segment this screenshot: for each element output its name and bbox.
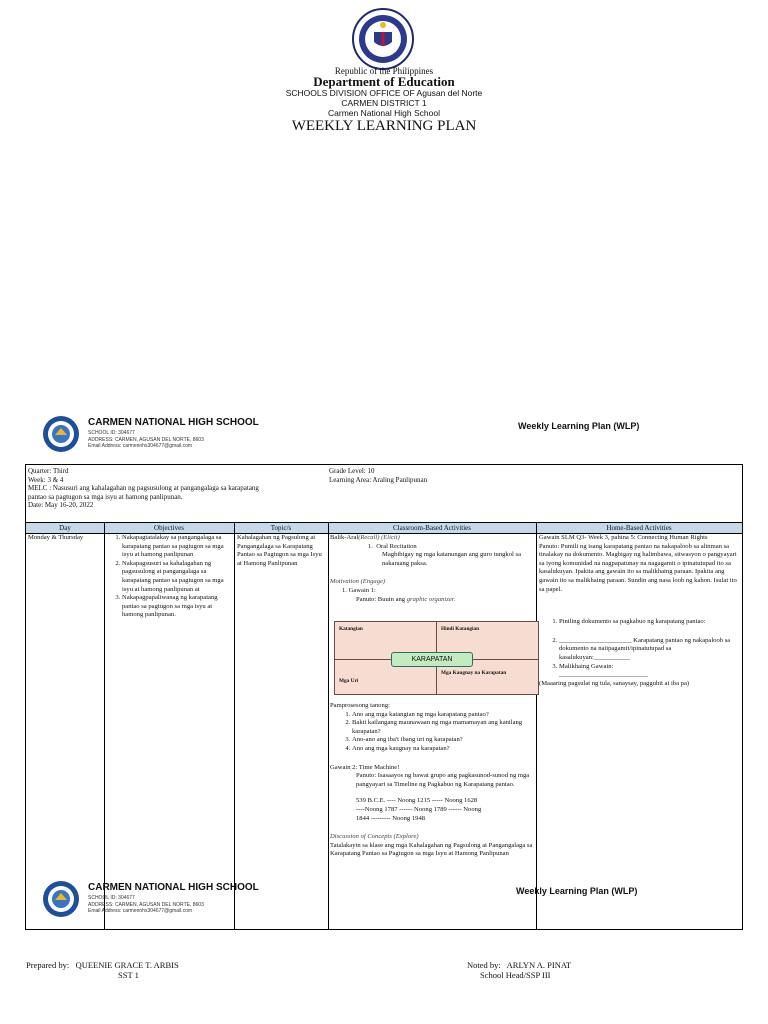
melc-text: MELC : Nasusuri ang kahalagahan ng pagsusulong at pangangalaga sa karapatang (28, 484, 259, 492)
organizer-mga-uri: Mga Uri (339, 678, 359, 684)
school-bar-email: Email Address: carmennhs304677@gmail.com (88, 908, 193, 914)
oral-recitation-title: Oral Recitation (376, 542, 417, 550)
motivation-label: Motivation (Engage) (330, 578, 386, 586)
wlp-label: Weekly Learning Plan (WLP) (516, 886, 638, 896)
classroom-activities-cell (330, 534, 536, 929)
noted-by (467, 960, 571, 970)
process-question: 2. Bakit kailangang maunawaan ng mga mamamayan ang kanilang karapatan? (352, 719, 536, 736)
home-panuto-text: Panuto: Pumili ng isang karapatang pantao na nakapaloob sa alinman sa tinalakay na dokumento. Magbigay ng halimbawa, sitwasyon o pangyayari sa iyong komunidad na nagpapatunay na nagagamit o ipinatutupad ito sa kasalukuyan. Ipakita ang gawain ito sa malikhaing paraan. Ipakita ang gawain ito sa malikhaing paraan. Sundin ang nasa loob ng kahon. Isulat ito sa papel. (539, 542, 737, 593)
oral-number: 1. (368, 542, 373, 550)
table-header-row (26, 522, 742, 534)
home-item: 1. Piniling dokumento sa pagkabuo ng karapatang pantao: (559, 618, 739, 627)
process-question: 4. Ano ang mga kaugnay na karapatan? (352, 745, 536, 754)
department-title: Department of Education (313, 74, 455, 89)
header-topic: Topic/s (270, 524, 292, 532)
timeline-line-2: ----Noong 1787 ------ Noong 1789 ------ Noong (356, 805, 482, 813)
home-gawain-title: Gawain SLM Q3- Week 3, pahina 5: Connecting Human Rights (539, 534, 708, 541)
home-item: 3. Malikhaing Gawain: (559, 663, 739, 672)
header-classroom-activities: Classroom-Based Activities (393, 524, 471, 532)
column-divider (234, 522, 235, 929)
discussion-label: Discussion of Concepts (Explore) (330, 833, 419, 841)
noted-name: ARLYN A. PINAT (506, 960, 572, 970)
discussion-text: Tatalakayin sa klase ang mga Kahalagahan ng Pagsulong at Pangangalaga sa Karapatang Pantao sa Pagtugon sa mga Isyu at Hamong Panlipunan (330, 841, 533, 858)
home-item: 2. ______________________ Karapatang pantao ng nakapaloob sa dokumento na naiipagamit/ipinatutupad sa kasalukuyan:___________ (559, 637, 739, 663)
gawain-1-title: 1. Gawain 1: (342, 586, 376, 594)
header-home-activities: Home-Based Activities (606, 524, 672, 532)
graphic-organizer-text: graphic organizer. (406, 595, 456, 603)
school-header-top (42, 413, 652, 455)
column-divider (536, 522, 537, 929)
date-text: Date: May 16-20, 2022 (28, 501, 94, 509)
week-text: Week: 3 & 4 (28, 475, 64, 484)
school-bar-address: ADDRESS: CARMEN, AGUSAN DEL NORTE, 8603 (88, 436, 204, 443)
republic-text: Republic of the Philippines (334, 66, 434, 76)
panuto-2-text: Panuto: Isasaayos ng bawat grupo ang pagkasunod-sunod ng mga pangyayari sa Timeline ng Pagkabuo ng Karapatang pantao. (356, 772, 530, 788)
organizer-katangian: Katangian (339, 626, 363, 632)
process-question: 1. Ano ang mga katangian ng mga karapatang pantao? (352, 711, 536, 720)
melc-text-continued: pantao sa pagtugon sa mga isyu at hamong panlipunan. (28, 492, 183, 501)
prepared-title: SST 1 (118, 970, 139, 980)
karapatan-graphic-organizer (334, 621, 539, 695)
school-header-bottom (42, 878, 652, 920)
column-divider (104, 522, 105, 929)
panuto-1-text: Panuto: Buuin ang (356, 595, 406, 603)
deped-seal-logo (352, 8, 414, 70)
school-logo (42, 880, 80, 918)
school-bar-id: SCHOOL ID: 304677 (88, 895, 135, 901)
gawain-2-title: Gawain 2: Time Machine! (330, 763, 400, 771)
objectives-cell (106, 534, 232, 620)
home-activities-cell (539, 534, 739, 688)
wlp-label: Weekly Learning Plan (WLP) (518, 421, 640, 431)
grade-level-text: Grade Level: 10 (329, 467, 375, 475)
prepared-label: Prepared by: (26, 960, 70, 970)
document-title: WEEKLY LEARNING PLAN (291, 118, 477, 134)
day-cell: Monday & Thursday (28, 534, 84, 541)
topic-cell: Kahalagahan ng Pagsulong at Pangangalaga sa Karapatang Pantao sa Pagtugon sa mga Isyu at Hamong Panlipunan (237, 534, 322, 567)
school-bar-name: CARMEN NATIONAL HIGH SCHOOL (88, 417, 259, 428)
organizer-kaugnay: Mga Kaugnay na Karapatan (441, 670, 507, 676)
timeline-line-1: 539 B.C.E. ---- Noong 1215 ----- Noong 1628 (356, 797, 478, 805)
school-bar-id: SCHOOL ID: 304677 (88, 430, 135, 436)
oral-recitation-text: Magbibigay ng mga katanungan ang guro tungkol sa nakaraang paksa. (382, 551, 521, 567)
noted-label: Noted by: (467, 960, 501, 970)
home-blank-line: ___________________________ (559, 671, 649, 679)
header-objectives: Objectives (154, 524, 184, 532)
organizer-hindi-katangian: Hindi Katangian (441, 626, 480, 632)
learning-area-text: Learning Area: Araling Panlipunan (329, 475, 428, 484)
process-question: 3. Ano-ano ang iba't ibang uri ng karapatan? (352, 736, 536, 745)
school-text: Carmen National High School (328, 108, 440, 118)
prepared-by (26, 960, 179, 970)
quarter-text: Quarter: Third (28, 467, 69, 475)
district-text: CARMEN DISTRICT 1 (341, 98, 427, 108)
division-text: SCHOOLS DIVISION OFFICE OF Agusan del Norte (285, 88, 483, 98)
school-bar-name: CARMEN NATIONAL HIGH SCHOOL (88, 882, 259, 893)
pamprosesong-label: Pamprosesong tanong: (330, 702, 390, 709)
school-logo (42, 415, 80, 453)
column-divider (328, 522, 329, 929)
recall-label: (Recall) (Elicit) (358, 534, 400, 541)
timeline-line-3: 1844 --------- Noong 1948 (356, 814, 426, 822)
school-bar-address: ADDRESS: CARMEN, AGUSAN DEL NORTE, 8603 (88, 901, 204, 908)
objective-item: 3. Nakapagpapaliwanag ng karapatang pantao sa pagtugon sa mga isyu at hamong panlipunan. (122, 594, 232, 620)
weekly-plan-table (25, 464, 743, 930)
school-bar-email: Email Address: carmennhs304677@gmail.com (88, 443, 193, 449)
organizer-center-karapatan: KARAPATAN (391, 652, 473, 667)
header-day: Day (59, 524, 71, 532)
home-note: (Maaaring pagsulat ng tula, sanaysay, pagguhit at iba pa) (539, 679, 690, 687)
objective-item: 2. Nakapagsusuri sa kahalagahan ng pagsusulong at pangangalaga sa karapatang pantao sa pagtugon sa mga isyu at hamong panlipunan at (122, 560, 232, 594)
objective-item: 1. Nakapagtatalakay sa pangangalaga sa karapatang pantao sa pagtugon sa mga isyu at hamong panlipunan (122, 534, 232, 560)
balik-aral-label: Balik-Aral (330, 534, 359, 541)
noted-title: School Head/SSP III (480, 970, 551, 980)
prepared-name: QUEENIE GRACE T. ARBIS (75, 960, 179, 970)
